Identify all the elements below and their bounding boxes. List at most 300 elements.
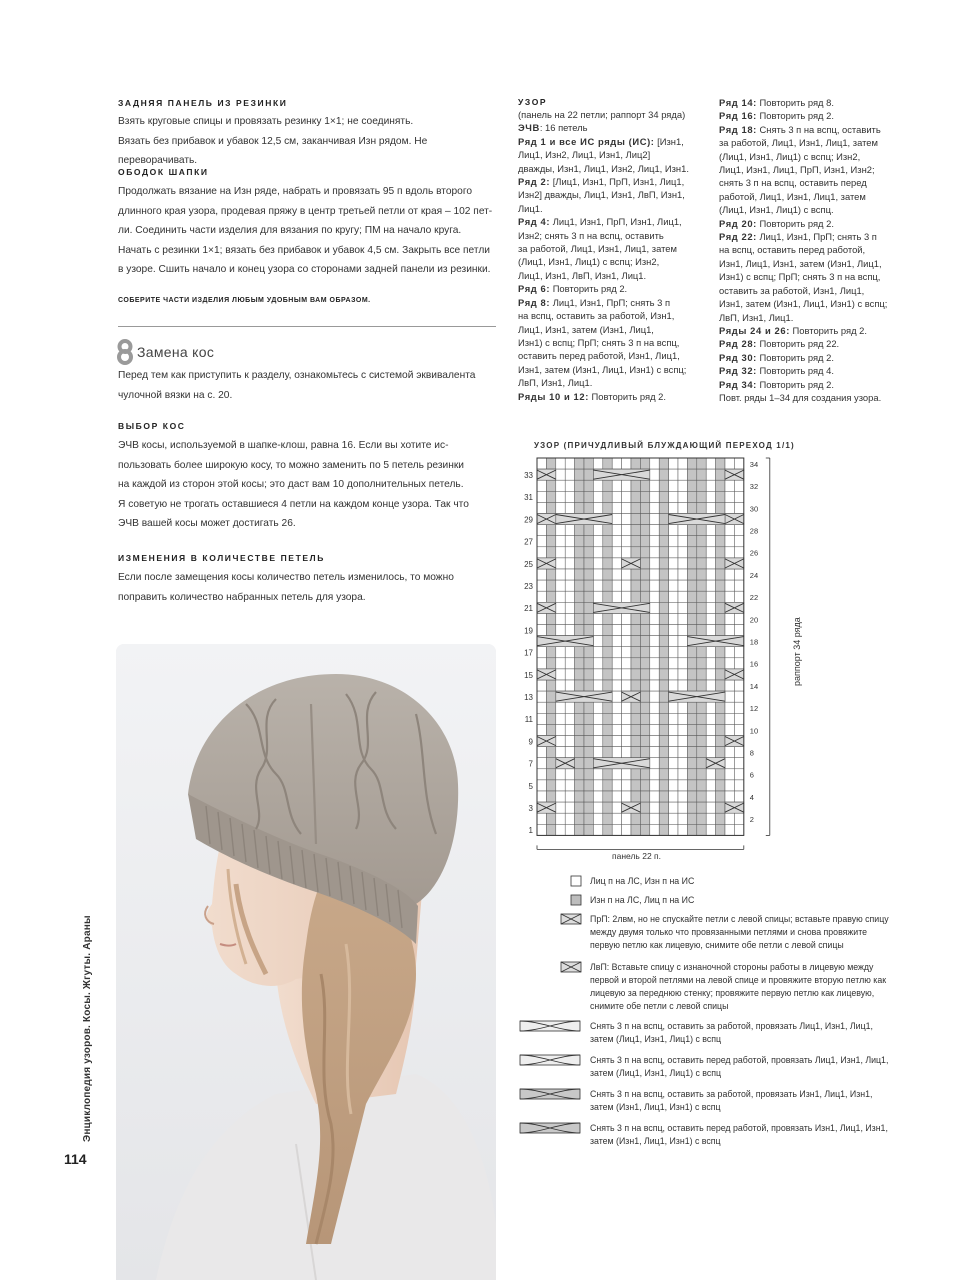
chart-cell xyxy=(687,680,696,691)
chart-cell xyxy=(631,480,640,491)
chart-cell xyxy=(716,658,725,669)
page-number: 114 xyxy=(64,1151,87,1167)
intro-text xyxy=(118,366,498,405)
chart-cell xyxy=(650,591,659,602)
chart-cell xyxy=(697,625,706,636)
chart-cell xyxy=(631,525,640,536)
row-number-left: 13 xyxy=(524,692,533,702)
chart-cell xyxy=(556,502,565,513)
chart-cell xyxy=(697,580,706,591)
row-text: Изн2; снять 3 п на вспц, оставить xyxy=(518,229,664,241)
chart-cell xyxy=(650,536,659,547)
chart-cell xyxy=(716,536,725,547)
chart-cell xyxy=(556,625,565,636)
chart-cell xyxy=(650,636,659,647)
chart-cell xyxy=(716,525,725,536)
chart-cell xyxy=(612,680,621,691)
chart-cell xyxy=(678,525,687,536)
chart-cell xyxy=(687,780,696,791)
chart-cell xyxy=(565,769,574,780)
chart-cell xyxy=(650,502,659,513)
chart-cell xyxy=(631,736,640,747)
chart-cell xyxy=(687,480,696,491)
chart-cell xyxy=(640,724,649,735)
chart-cell xyxy=(546,547,555,558)
legend-text: Изн п на ЛС, Лиц п на ИС xyxy=(590,895,695,905)
row-text: Повторить ряд 2. xyxy=(756,110,834,122)
chart-cell xyxy=(575,780,584,791)
chart-cell xyxy=(697,780,706,791)
chart-cell xyxy=(697,613,706,624)
chart-cell xyxy=(734,824,743,835)
chart-cell xyxy=(631,680,640,691)
chart-cell xyxy=(669,602,678,613)
row-number-left: 3 xyxy=(528,803,533,813)
chart-cell xyxy=(687,536,696,547)
chart-cell xyxy=(537,813,546,824)
chart-cell xyxy=(640,580,649,591)
chart-cell xyxy=(622,491,631,502)
chart-cell xyxy=(659,458,668,469)
chart-cell xyxy=(622,747,631,758)
chart-cell xyxy=(706,602,715,613)
chart-cell xyxy=(593,491,602,502)
chart-cell xyxy=(669,758,678,769)
chart-cell xyxy=(575,669,584,680)
chart-cell xyxy=(565,780,574,791)
chart-cell xyxy=(640,613,649,624)
chart-cell xyxy=(631,547,640,558)
row-label: Ряды 10 и 12: xyxy=(518,390,589,402)
chart-cell xyxy=(659,813,668,824)
chart-cell xyxy=(669,613,678,624)
chart-cell xyxy=(584,536,593,547)
chart-cell xyxy=(706,736,715,747)
instruction-line xyxy=(518,121,708,134)
chart-cell xyxy=(678,558,687,569)
chart-cell xyxy=(565,813,574,824)
instruction-line xyxy=(518,229,708,242)
chart-cell xyxy=(678,536,687,547)
chart-cell xyxy=(725,702,734,713)
instruction-line xyxy=(719,257,919,270)
chart-cell xyxy=(603,769,612,780)
chart-cell xyxy=(612,713,621,724)
chart-cell xyxy=(669,824,678,835)
row-number-left: 21 xyxy=(524,604,533,614)
chart-cell xyxy=(734,647,743,658)
row-text: дважды, Изн1, Лиц1, Изн2, Лиц1, Изн1. xyxy=(518,162,689,174)
chart-cell xyxy=(584,647,593,658)
chart-cell xyxy=(697,702,706,713)
chart-cell xyxy=(584,769,593,780)
chart-cell xyxy=(725,491,734,502)
instruction-line xyxy=(719,243,919,256)
chart-cell xyxy=(716,469,725,480)
row-label: Ряд 32: xyxy=(719,365,757,377)
chart-cell xyxy=(556,736,565,747)
row-label: Ряд 30: xyxy=(719,351,757,363)
chart-cell xyxy=(687,625,696,636)
chart-cell xyxy=(556,569,565,580)
chart-cell xyxy=(678,569,687,580)
chart-cell xyxy=(593,536,602,547)
chart-cell xyxy=(556,558,565,569)
chart-cell xyxy=(669,802,678,813)
chart-cell xyxy=(622,536,631,547)
chart-cell xyxy=(659,502,668,513)
chart-cell xyxy=(716,669,725,680)
chart-cell xyxy=(687,769,696,780)
chart-cell xyxy=(575,491,584,502)
chart-cell xyxy=(678,480,687,491)
chart-cell xyxy=(622,713,631,724)
chart-cell xyxy=(734,813,743,824)
chart-cell xyxy=(556,658,565,669)
chart-cell xyxy=(659,802,668,813)
chart-cell xyxy=(593,558,602,569)
chart-cell xyxy=(565,824,574,835)
chart-cell xyxy=(612,514,621,525)
row-text: Повторить ряд 2. xyxy=(550,283,628,295)
row-text: [Лиц1, Изн1, ПрП, Изн1, Лиц1, xyxy=(550,176,685,188)
instruction-line xyxy=(518,135,708,148)
chart-cell xyxy=(612,625,621,636)
row-label: ЭЧВ xyxy=(518,122,540,134)
chart-cell xyxy=(659,758,668,769)
chart-cell xyxy=(556,702,565,713)
instruction-line xyxy=(518,376,708,389)
chart-cell xyxy=(669,480,678,491)
chart-cell xyxy=(593,736,602,747)
chart-cell xyxy=(725,547,734,558)
chart-cell xyxy=(706,702,715,713)
chart-cell xyxy=(687,758,696,769)
chart-cell xyxy=(734,691,743,702)
chart-cell xyxy=(575,802,584,813)
pattern-instructions xyxy=(518,108,708,403)
row-text: Повторить ряд 8. xyxy=(756,97,834,108)
chart-cell xyxy=(565,491,574,502)
chart-cell xyxy=(537,713,546,724)
chart-cell xyxy=(593,713,602,724)
pattern-instructions-continued xyxy=(719,96,919,404)
chart-cell xyxy=(640,458,649,469)
chart-cell xyxy=(584,558,593,569)
chart-cell xyxy=(565,547,574,558)
chart-cell xyxy=(725,769,734,780)
chart-cell xyxy=(687,591,696,602)
chart-cell xyxy=(725,525,734,536)
band-line: длинного края узора, продевая пряжу в центр третьей петли от края – 102 пет- xyxy=(118,205,493,217)
chart-cell xyxy=(697,591,706,602)
row-text: (Лиц1, Изн1, Лиц1) с вспц; Изн2, xyxy=(518,256,660,268)
chart-cell xyxy=(650,813,659,824)
chart-cell xyxy=(650,658,659,669)
chart-cell xyxy=(659,591,668,602)
chart-cell xyxy=(575,724,584,735)
chart-cell xyxy=(659,769,668,780)
chart-cell xyxy=(706,625,715,636)
chart-cell xyxy=(687,724,696,735)
chart-cell xyxy=(575,769,584,780)
chart-cell xyxy=(556,491,565,502)
chart-cell xyxy=(546,758,555,769)
chart-cell xyxy=(669,769,678,780)
chart-cell xyxy=(537,547,546,558)
chart-cell xyxy=(669,525,678,536)
chart-cell xyxy=(612,580,621,591)
chart-cell xyxy=(593,724,602,735)
chart-cell xyxy=(546,691,555,702)
chart-cell xyxy=(640,658,649,669)
chart-cell xyxy=(584,713,593,724)
chart-cell xyxy=(706,591,715,602)
chart-cell xyxy=(593,636,602,647)
chart-cell xyxy=(669,636,678,647)
chart-cell xyxy=(697,525,706,536)
pattern-chart xyxy=(512,440,792,860)
chart-cell xyxy=(612,658,621,669)
chart-cell xyxy=(565,680,574,691)
chart-cell xyxy=(678,780,687,791)
chart-cell xyxy=(556,469,565,480)
chart-cell xyxy=(725,813,734,824)
chart-cell xyxy=(622,613,631,624)
row-text: : 16 петель xyxy=(539,122,588,134)
chart-cell xyxy=(716,480,725,491)
chart-cell xyxy=(537,702,546,713)
chart-cell xyxy=(556,547,565,558)
chart-cell xyxy=(669,458,678,469)
chart-cell xyxy=(537,747,546,758)
chart-cell xyxy=(659,525,668,536)
chart-cell xyxy=(640,736,649,747)
chart-cell xyxy=(640,691,649,702)
chart-cell xyxy=(706,558,715,569)
chart-cell xyxy=(650,558,659,569)
chart-cell xyxy=(706,780,715,791)
chart-cell xyxy=(537,491,546,502)
chart-cell xyxy=(612,791,621,802)
chart-cell xyxy=(612,558,621,569)
row-number-right: 2 xyxy=(749,815,754,825)
chart-cell xyxy=(612,724,621,735)
row-text: снять 3 п на вспц, оставить перед xyxy=(719,177,867,189)
chart-cell xyxy=(650,780,659,791)
chart-cell xyxy=(575,813,584,824)
chart-cell xyxy=(659,547,668,558)
chart-cell xyxy=(575,658,584,669)
chart-cell xyxy=(622,647,631,658)
row-text: Изн1, затем (Изн1, Лиц1, Изн1) с вспц; xyxy=(518,363,687,375)
row-number-right: 22 xyxy=(749,593,759,603)
chart-cell xyxy=(706,813,715,824)
instruction-line xyxy=(719,364,919,377)
instruction-line xyxy=(719,311,919,324)
chart-cell xyxy=(575,480,584,491)
chart-cell xyxy=(546,536,555,547)
chart-cell xyxy=(687,502,696,513)
chart-cell xyxy=(546,613,555,624)
chart-cell xyxy=(565,747,574,758)
chart-cell xyxy=(640,625,649,636)
chart-cell xyxy=(734,713,743,724)
chart-cell xyxy=(575,580,584,591)
instruction-line xyxy=(719,378,919,391)
chart-cell xyxy=(584,602,593,613)
chart-cell xyxy=(640,591,649,602)
instruction-line xyxy=(518,188,708,201)
chart-cell xyxy=(706,569,715,580)
chart-cell xyxy=(697,491,706,502)
instruction-line xyxy=(518,255,708,268)
row-number-left: 29 xyxy=(524,515,533,525)
chart-cell xyxy=(565,525,574,536)
woman-in-hat-illustration xyxy=(116,644,496,1280)
chart-cell xyxy=(537,569,546,580)
chart-cell xyxy=(734,491,743,502)
row-number-right: 28 xyxy=(749,526,759,536)
chart-cell xyxy=(537,791,546,802)
chart-cell xyxy=(537,580,546,591)
chart-cell xyxy=(631,747,640,758)
chart-cell xyxy=(640,647,649,658)
chart-cell xyxy=(603,669,612,680)
chart-cell xyxy=(669,591,678,602)
chart-cell xyxy=(575,747,584,758)
row-number-right: 8 xyxy=(749,748,754,758)
chart-cell xyxy=(584,780,593,791)
chart-cell xyxy=(734,702,743,713)
chart-cell xyxy=(706,536,715,547)
chart-cell xyxy=(716,580,725,591)
chart-cell xyxy=(622,658,631,669)
chart-cell xyxy=(716,647,725,658)
row-text: оставить за работой, Изн1, Лиц1, xyxy=(719,284,865,296)
chart-cell xyxy=(687,602,696,613)
legend-text: ПрП: 2лвм, но не спускайте петли с левой спицы; вставьте правую спицу между двумя только что провязанными петлями и снова провяжите первую петлю как лицевую, снимите обе петли с левой спицы xyxy=(590,914,889,950)
chart-cell xyxy=(659,647,668,658)
chart-cell xyxy=(593,591,602,602)
chart-cell xyxy=(593,547,602,558)
chart-cell xyxy=(669,791,678,802)
chart-cell xyxy=(584,669,593,680)
chart-cell xyxy=(631,713,640,724)
chart-cell xyxy=(631,458,640,469)
instruction-line xyxy=(719,337,919,350)
chart-grid-svg xyxy=(512,440,792,860)
chart-cell xyxy=(716,569,725,580)
instruction-line xyxy=(518,202,708,215)
chart-cell xyxy=(659,780,668,791)
chart-cell xyxy=(546,724,555,735)
chart-cell xyxy=(537,680,546,691)
instruction-line xyxy=(719,190,919,203)
heading-band: ОБОДОК ШАПКИ xyxy=(118,167,209,177)
chart-cell xyxy=(612,547,621,558)
chart-cell xyxy=(650,713,659,724)
chart-cell xyxy=(575,824,584,835)
row-number-right: 26 xyxy=(749,548,759,558)
chart-cell xyxy=(612,502,621,513)
chart-cell xyxy=(650,569,659,580)
instruction-line xyxy=(518,349,708,362)
row-number-right: 30 xyxy=(749,504,759,514)
row-label: Ряд 8: xyxy=(518,296,551,308)
chart-cell xyxy=(631,780,640,791)
chart-cell xyxy=(687,491,696,502)
row-number-right: 14 xyxy=(749,681,759,691)
row-text: Повторить ряд 2. xyxy=(789,324,867,336)
chart-cell xyxy=(565,502,574,513)
chart-cell xyxy=(640,824,649,835)
row-text: Лиц1, Изн1, ПрП; снять 3 п xyxy=(550,296,671,308)
chart-cell xyxy=(556,780,565,791)
instruction-line xyxy=(719,351,919,364)
chart-cell xyxy=(546,702,555,713)
chart-cell xyxy=(537,691,546,702)
chart-cell xyxy=(612,802,621,813)
chart-cell xyxy=(678,580,687,591)
chart-cell xyxy=(669,502,678,513)
chart-cell xyxy=(734,502,743,513)
chart-cell xyxy=(669,491,678,502)
chart-cell xyxy=(669,536,678,547)
chart-cell xyxy=(537,591,546,602)
chart-cell xyxy=(706,824,715,835)
chart-cell xyxy=(537,525,546,536)
chart-cell xyxy=(546,780,555,791)
chart-cell xyxy=(725,713,734,724)
row-text: Изн1, Лиц1, Изн1, затем (Изн1, Лиц1, xyxy=(719,257,882,269)
chart-cell xyxy=(565,669,574,680)
chart-cell xyxy=(565,736,574,747)
chart-cell xyxy=(650,491,659,502)
chart-cell xyxy=(603,491,612,502)
chart-cell xyxy=(622,502,631,513)
chart-cell xyxy=(593,780,602,791)
hat-photo xyxy=(116,644,496,1280)
chart-cell xyxy=(687,558,696,569)
row-number-left: 27 xyxy=(524,537,533,547)
chart-cell xyxy=(584,569,593,580)
chart-cell xyxy=(640,680,649,691)
row-text: Повторить ряд 4. xyxy=(756,365,834,377)
instruction-line xyxy=(518,162,708,175)
chart-cell xyxy=(678,791,687,802)
instruction-line xyxy=(719,270,919,283)
instruction-line xyxy=(719,324,919,337)
instruction-line xyxy=(518,309,708,322)
chart-cell xyxy=(706,491,715,502)
chart-cell xyxy=(697,469,706,480)
chart-cell xyxy=(565,469,574,480)
chart-cell xyxy=(669,558,678,569)
chart-cell xyxy=(697,480,706,491)
chart-cell xyxy=(697,736,706,747)
chart-cell xyxy=(687,736,696,747)
chart-cell xyxy=(650,613,659,624)
instruction-line xyxy=(518,390,708,403)
chart-cell xyxy=(556,802,565,813)
row-text: Изн1) с вспц; ПрП; снять 3 п на вспц, xyxy=(719,271,881,283)
chart-cell xyxy=(612,747,621,758)
chart-cell xyxy=(650,625,659,636)
chart-cell xyxy=(584,502,593,513)
chart-cell xyxy=(725,824,734,835)
row-text: Снять 3 п на вспц, оставить xyxy=(756,123,881,135)
